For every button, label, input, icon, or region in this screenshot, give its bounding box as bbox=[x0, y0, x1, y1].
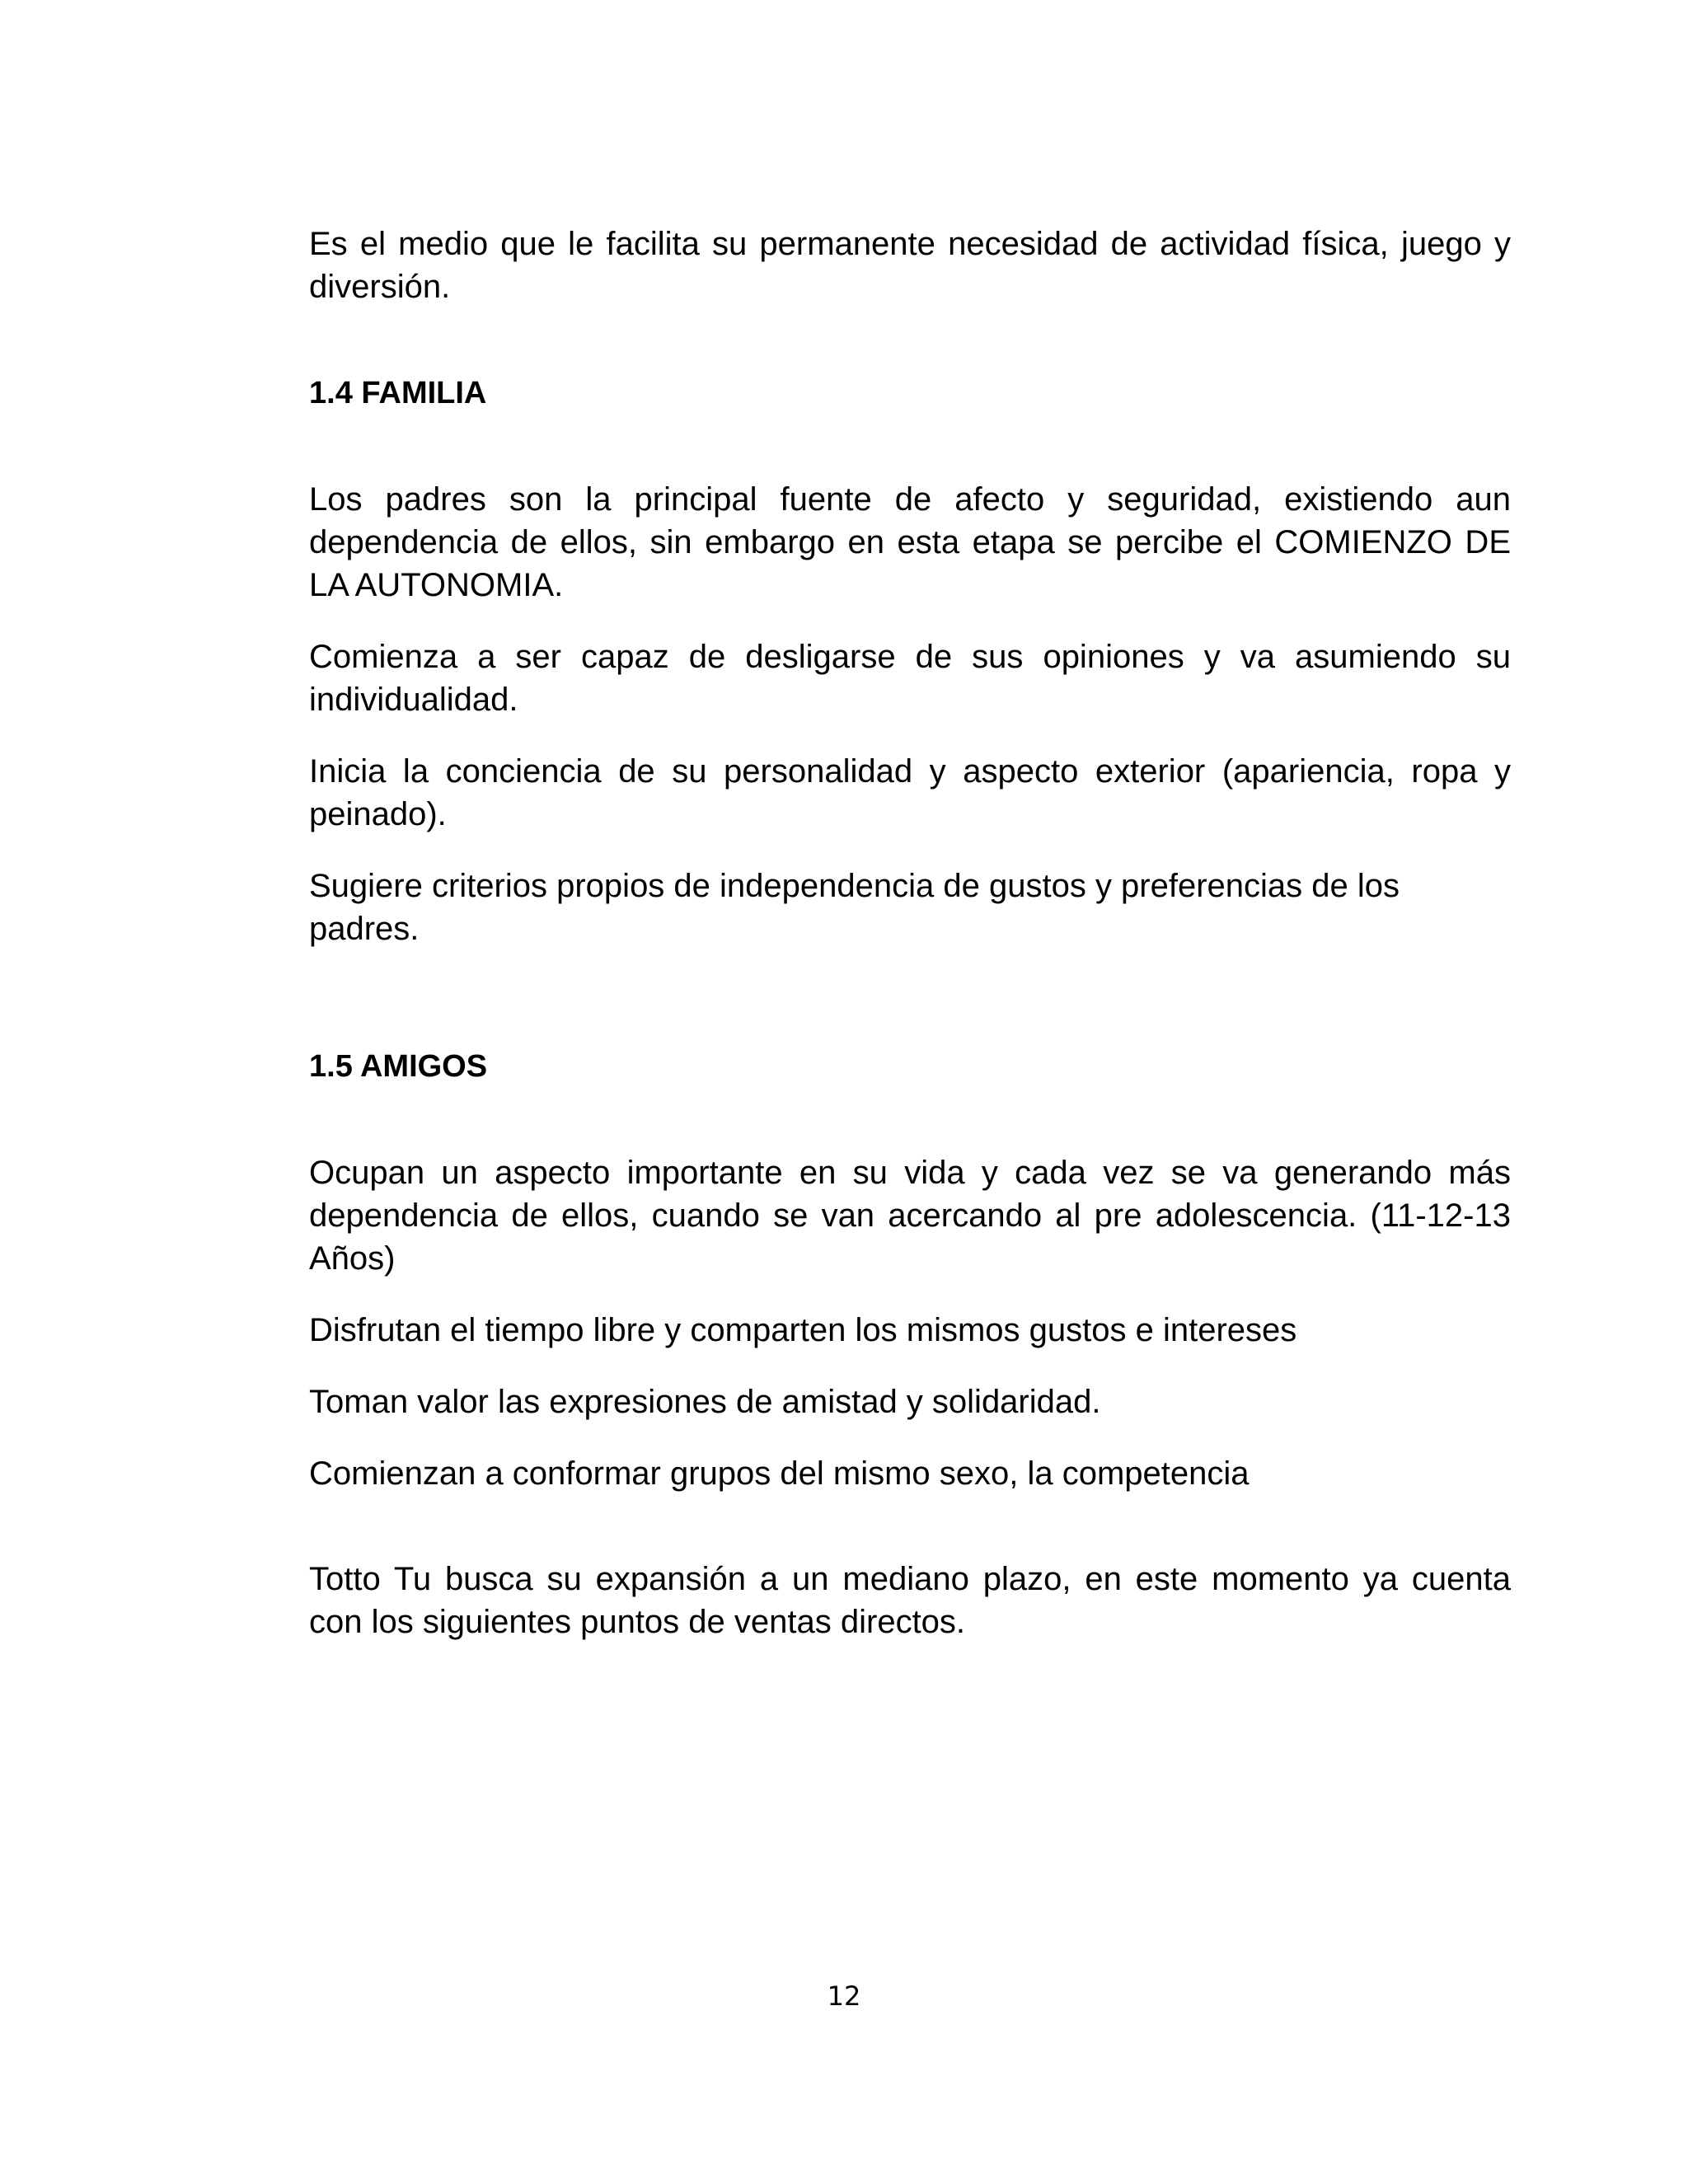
amigos-paragraph-3: Toman valor las expresiones de amistad y solidaridad. bbox=[309, 1384, 1101, 1420]
section-heading-amigos: 1.5 AMIGOS bbox=[309, 1049, 488, 1084]
page-number: 12 bbox=[827, 1980, 861, 2012]
closing-paragraph: Totto Tu busca su expansión a un mediano plazo, en este momento ya cuenta con los siguientes puntos de ventas directos. bbox=[309, 1561, 1511, 1640]
page-content bbox=[309, 223, 1511, 1643]
familia-paragraph-1: Los padres son la principal fuente de afecto y seguridad, existiendo aun dependencia de ellos, sin embargo en esta etapa se percibe el COMIENZO DE LA AUTONOMIA. bbox=[309, 481, 1511, 603]
amigos-paragraph-4: Comienzan a conformar grupos del mismo sexo, la competencia bbox=[309, 1455, 1250, 1492]
familia-paragraph-2: Comienza a ser capaz de desligarse de sus opiniones y va asumiendo su individualidad. bbox=[309, 639, 1511, 718]
familia-paragraph-3: Inicia la conciencia de su personalidad y aspecto exterior (apariencia, ropa y peinado). bbox=[309, 753, 1511, 832]
amigos-paragraph-1: Ocupan un aspecto importante en su vida y cada vez se va generando más dependencia de ellos, cuando se van acercando al pre adolescencia. (11-12-13 Años) bbox=[309, 1155, 1511, 1277]
section-heading-familia: 1.4 FAMILIA bbox=[309, 376, 487, 410]
amigos-paragraph-2: Disfrutan el tiempo libre y comparten los mismos gustos e intereses bbox=[309, 1312, 1297, 1348]
familia-paragraph-4: Sugiere criterios propios de independencia de gustos y preferencias de los padres. bbox=[309, 868, 1400, 947]
intro-paragraph: Es el medio que le facilita su permanente necesidad de actividad física, juego y diversión. bbox=[309, 226, 1511, 305]
